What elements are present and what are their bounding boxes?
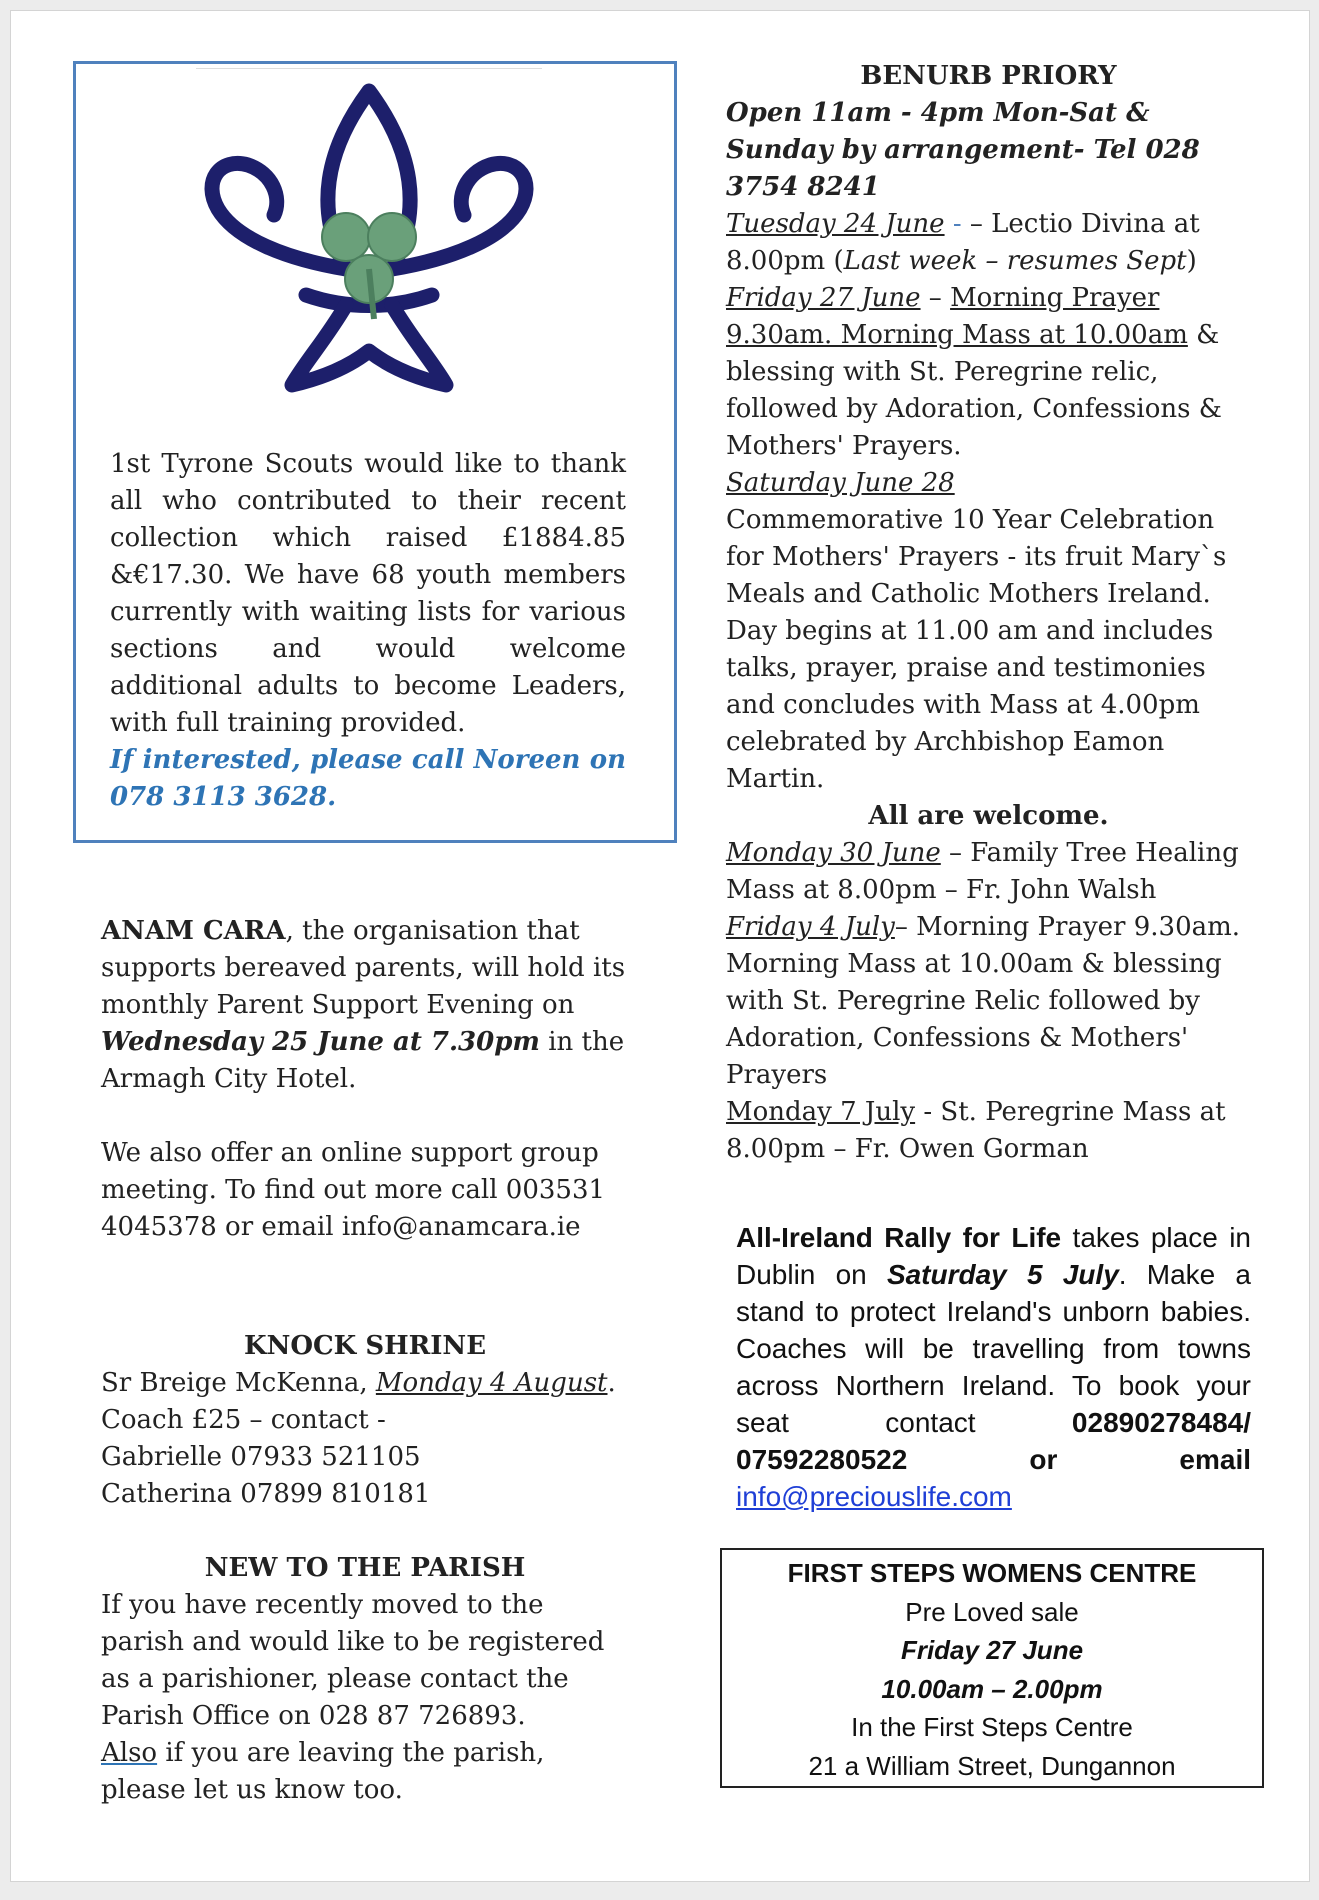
friday-27-details: & blessing with St. Peregrine relic, followed by Adoration, Confessions & Mothers' Prayers. — [726, 320, 1222, 461]
scouts-body: 1st Tyrone Scouts would like to thank all who contributed to their recent collection which raised £1884.85 &€17.30. We have 68 youth members currently with waiting lists for various sections and would welcome additional adults to become Leaders, with full training provided. — [110, 449, 626, 738]
scouts-notice-box — [73, 61, 677, 843]
anam-cara-notice — [101, 913, 629, 1246]
anam-cara-intro: , the organisation that supports bereaved parents, will hold its monthly Parent Support Evening on — [101, 916, 626, 1020]
anam-cara-venue: in the Armagh City Hotel. — [101, 1027, 625, 1094]
healing-mass-details: – Family Tree Healing Mass at 8.00pm – Fr. John Walsh — [726, 838, 1239, 905]
sale-address: 21 a William Street, Dungannon — [808, 1750, 1176, 1781]
event-date-friday-4-july: Friday 4 July — [726, 912, 895, 942]
event-separator: - — [944, 209, 970, 239]
knock-date: Monday 4 August — [375, 1368, 608, 1398]
rally-phones: 02890278484/ 07592280522 or email — [736, 1407, 1251, 1475]
new-to-parish-body: If you have recently moved to the parish and would like to be registered as a parishioner, please contact the Parish Office on 028 87 726893. — [101, 1590, 605, 1731]
first-steps-box — [720, 1548, 1264, 1788]
rally-for-life-notice — [736, 1219, 1251, 1515]
sale-time: 10.00am – 2.00pm — [881, 1673, 1103, 1704]
lectio-close: ) — [1186, 246, 1197, 276]
lectio-divina-text: – Lectio Divina at 8.00pm ( — [726, 209, 1200, 276]
scouts-contact-line: If interested, please call Noreen on 078 3113 3628. — [110, 745, 626, 812]
all-welcome: All are welcome. — [868, 801, 1109, 831]
new-to-parish-notice — [101, 1550, 629, 1809]
anam-cara-date: Wednesday 25 June at 7.30pm — [101, 1027, 540, 1057]
lectio-note: Last week – resumes Sept — [843, 246, 1187, 276]
rally-text-2: . Make a stand to protect Ireland's unborn babies. Coaches will be travelling from towns across Northern Ireland. To book your seat contact — [736, 1259, 1251, 1438]
knock-period: . — [607, 1368, 616, 1398]
also-word: Also — [101, 1738, 158, 1768]
event-date-monday-30: Monday 30 June — [726, 838, 941, 868]
scouts-thanks-text — [110, 446, 626, 816]
rally-title: All-Ireland Rally for Life — [736, 1222, 1062, 1253]
knock-coach: Coach £25 – contact - — [101, 1405, 386, 1435]
new-to-parish-leaving: if you are leaving the parish, please let us know too. — [101, 1738, 545, 1805]
friday-4-july-details: – Morning Prayer 9.30am. Morning Mass at 10.00am & blessing with St. Peregrine Relic followed by Adoration, Confessions & Mothers' Prayers — [726, 912, 1241, 1090]
knock-shrine-title: KNOCK SHRINE — [243, 1331, 487, 1361]
event-date-monday-7-july: Monday 7 July — [726, 1097, 916, 1127]
pre-loved-sale: Pre Loved sale — [905, 1596, 1079, 1627]
celebration-details: Commemorative 10 Year Celebration for Mothers' Prayers - its fruit Mary`s Meals and Catholic Mothers Ireland. Day begins at 11.00 am and includes talks, prayer, praise and testimonies and concludes with Mass at 4.00pm celebrated by Archbishop Eamon Martin. — [726, 505, 1227, 794]
event-date-tuesday-24: Tuesday 24 June — [726, 209, 945, 239]
newsletter-page — [10, 10, 1310, 1882]
rally-text-1: takes place in Dublin on — [736, 1222, 1251, 1290]
sale-date: Friday 27 June — [900, 1635, 1084, 1665]
benburb-title: BENURB PRIORY — [860, 61, 1117, 91]
benburb-hours: Open 11am - 4pm Mon-Sat & Sunday by arrangement- Tel 028 3754 8241 — [726, 98, 1200, 202]
scout-logo — [196, 68, 542, 409]
event-dash: – — [920, 283, 951, 313]
rally-email-link[interactable]: info@preciouslife.com — [736, 1481, 1012, 1512]
fleur-de-lis-icon — [196, 69, 542, 409]
anam-cara-online-text: We also offer an online support group meeting. To find out more call 003531 4045378 or email info@anamcara.ie — [101, 1138, 606, 1242]
rally-date: Saturday 5 July — [886, 1259, 1119, 1290]
first-steps-title: FIRST STEPS WOMENS CENTRE — [787, 1558, 1197, 1588]
knock-contact-gabrielle: Gabrielle 07933 521105 — [101, 1442, 421, 1472]
benburb-priory-notice — [726, 58, 1251, 1168]
anam-cara-title: ANAM CARA — [101, 916, 286, 946]
knock-line-1: Sr Breige McKenna, — [101, 1368, 376, 1398]
knock-contact-catherina: Catherina 07899 810181 — [101, 1479, 431, 1509]
new-to-parish-title: NEW TO THE PARISH — [204, 1553, 526, 1583]
event-date-friday-27: Friday 27 June — [726, 283, 921, 313]
morning-prayer-mass: Morning Prayer 9.30am. Morning Mass at 10.00am — [726, 283, 1188, 350]
knock-shrine-notice — [101, 1328, 629, 1513]
event-date-saturday-28: Saturday June 28 — [726, 468, 955, 498]
sale-venue: In the First Steps Centre — [851, 1712, 1133, 1742]
peregrine-mass-details: - St. Peregrine Mass at 8.00pm – Fr. Owen Gorman — [726, 1097, 1226, 1164]
